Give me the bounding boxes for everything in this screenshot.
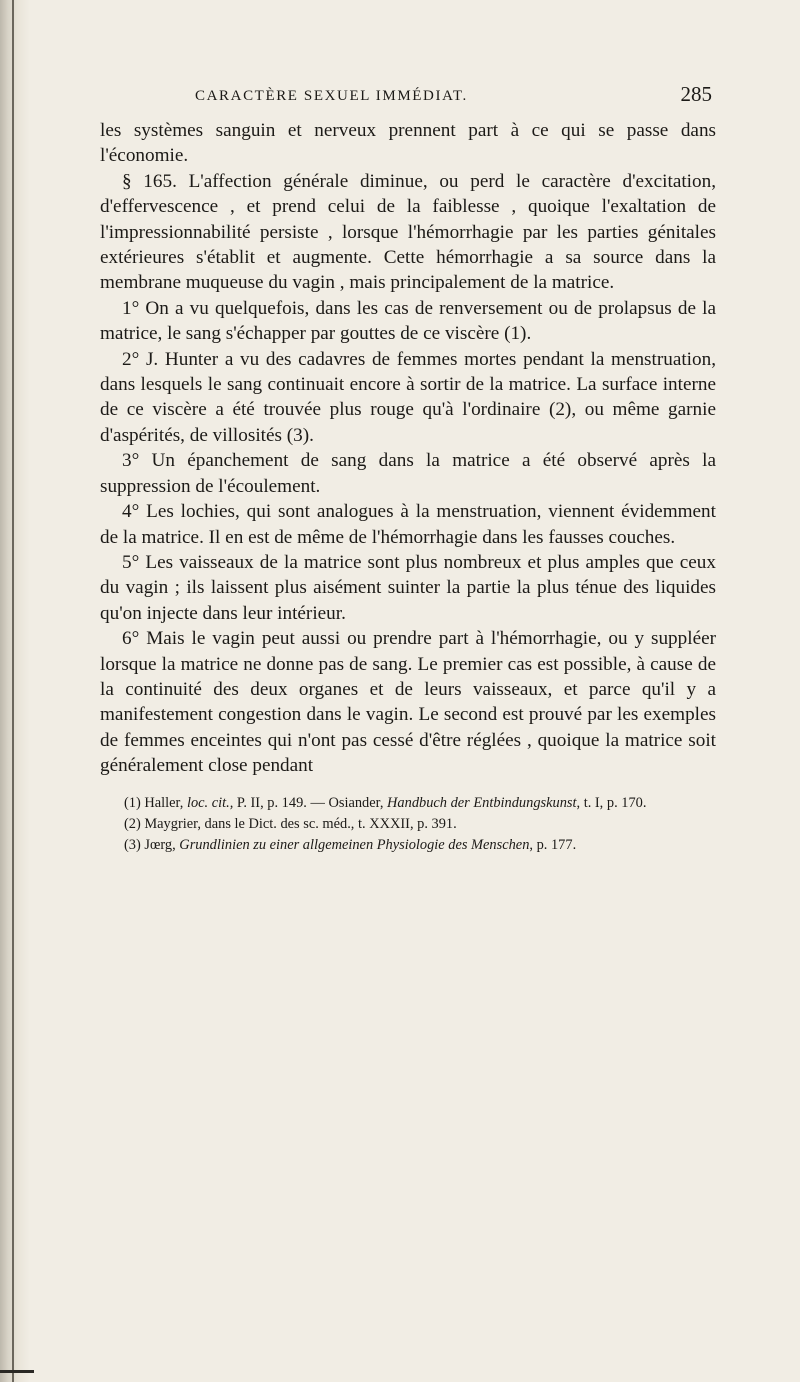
footnote-2 bbox=[100, 814, 716, 835]
book-page bbox=[100, 82, 716, 856]
footnote-1-text: (1) Haller, bbox=[124, 794, 187, 811]
paragraph-section-165: § 165. L'affection générale diminue, ou perd le caractère d'excitation, d'effervescence , et prend celui de la faiblesse , quoique l'exaltation de l'impressionnabilité persiste , lorsque l'hémorrhagie par les parties génitales extérieures s'établit et augmente. Cette hémorrhagie a sa source dans la membrane muqueuse du vagin , mais principalement de la matrice. bbox=[100, 170, 716, 294]
page-header bbox=[100, 82, 716, 118]
footnote-3 bbox=[100, 835, 716, 856]
footnote-1-text: P. II, p. 149. — Osiander, bbox=[233, 794, 388, 811]
footnote-3-text: , p. 177. bbox=[529, 836, 577, 853]
paragraph-continuation: les systèmes sanguin et nerveux prennent part à ce qui se passe dans l'économie. bbox=[100, 120, 716, 167]
footnote-3-text: (3) Jœrg, bbox=[124, 836, 180, 853]
footnotes bbox=[100, 793, 716, 856]
binding-base-mark bbox=[0, 1370, 34, 1373]
page-number: 285 bbox=[680, 82, 712, 106]
paragraph-point-1: 1° On a vu quelquefois, dans les cas de renversement ou de prolapsus de la matrice, le sang s'échapper par gouttes de ce viscère (1). bbox=[100, 297, 716, 345]
paragraph-point-2: 2° J. Hunter a vu des cadavres de femmes mortes pendant la menstruation, dans lesquels le sang continuait encore à sortir de la matrice. La surface interne de ce viscère a été trouvée plus rouge qu'à l'ordinaire (2), ou même garnie d'aspérités, de villosités (3). bbox=[100, 348, 716, 446]
footnote-1-text: , t. I, p. 170. bbox=[576, 794, 647, 811]
paragraph-point-5: 5° Les vaisseaux de la matrice sont plus nombreux et plus amples que ceux du vagin ; ils laissent plus aisément suinter la partie la plus ténue des liquides qu'on injecte dans leur intérieur. bbox=[100, 551, 716, 624]
binding-edge-line bbox=[12, 0, 14, 1382]
running-head: CARACTÈRE SEXUEL IMMÉDIAT. bbox=[195, 88, 468, 104]
binding-gutter bbox=[0, 0, 30, 1382]
footnote-3-title: Grundlinien zu einer allgemeinen Physiologie des Menschen bbox=[179, 836, 530, 853]
paragraph-point-4: 4° Les lochies, qui sont analogues à la menstruation, viennent évidemment de la matrice. Il en est de même de l'hémorrhagie dans les fausses couches. bbox=[100, 501, 716, 548]
body-text bbox=[100, 118, 716, 779]
paragraph-point-6: 6° Mais le vagin peut aussi ou prendre part à l'hémorrhagie, ou y suppléer lorsque la matrice ne donne pas de sang. Le premier cas est possible, à cause de la continuité des deux organes et de leurs vaisseaux, et parce qu'il y a manifestement congestion dans le vagin. Le second est prouvé par les exemples de femmes enceintes qui n'ont pas cessé d'être réglées , quoique la matrice soit généralement close pendant bbox=[100, 628, 716, 777]
footnote-2-text: (2) Maygrier, dans le Dict. des sc. méd., t. XXXII, p. 391. bbox=[124, 815, 457, 832]
footnote-1-title: Handbuch der Entbindungskunst bbox=[387, 794, 577, 811]
footnote-1 bbox=[100, 793, 716, 814]
footnote-1-italic: loc. cit., bbox=[186, 794, 234, 811]
paragraph-point-3: 3° Un épanchement de sang dans la matrice a été observé après la suppression de l'écoulement. bbox=[100, 450, 716, 497]
